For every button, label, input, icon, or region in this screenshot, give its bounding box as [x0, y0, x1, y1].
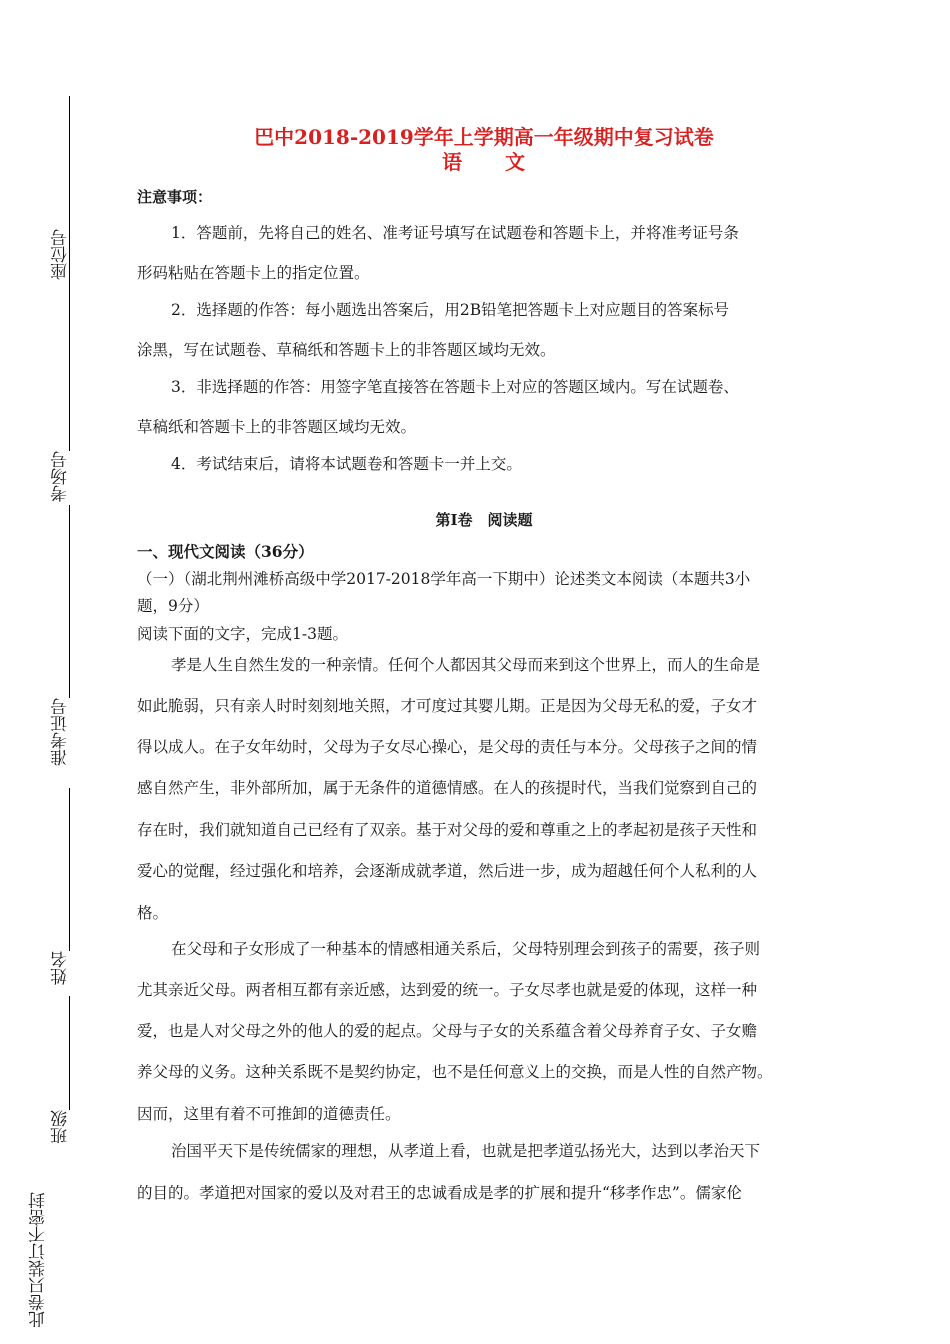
class-label: 班级 [51, 1110, 71, 1144]
passage-line: 养父母的义务。这种关系既不是契约协定，也不是任何意义上的交换，而是人性的自然产物。 [137, 1063, 773, 1081]
passage-line: 得以成人。在子女年幼时，父母为子女尽心操心，是父母的责任与本分。父母孩子之间的情 [137, 738, 758, 756]
seal-notice: 此卷只装订不密封 [29, 1192, 49, 1328]
passage-line: 存在时，我们就知道自己已经有了双亲。基于对父母的爱和尊重之上的孝起初是孩子天性和 [137, 821, 758, 839]
passage-line: 爱，也是人对父母之外的他人的爱的起点。父母与子女的关系蕴含着父母养育子女、子女赡 [137, 1022, 758, 1040]
subject-title: 语 文 [442, 150, 526, 174]
source-line: 题，9分） [137, 597, 209, 615]
seat-number-label: 座位号 [51, 229, 71, 280]
passage-line: 如此脆弱，只有亲人时时刻刻地关照，才可度过其婴儿期。正是因为父母无私的爱，子女才 [137, 697, 758, 715]
instruction: 阅读下面的文字，完成1-3题。 [137, 625, 348, 643]
passage-line: 因而，这里有着不可推卸的道德责任。 [137, 1105, 401, 1123]
notice-line: 1．答题前，先将自己的姓名、准考证号填写在试题卷和答题卡上，并将准考证号条 [171, 224, 739, 242]
margin-line [69, 996, 70, 1110]
source-line: （一）（湖北荆州滩桥高级中学2017-2018学年高一下期中）论述类文本阅读（本题共3小 [137, 570, 751, 588]
passage-line: 治国平天下是传统儒家的理想，从孝道上看，也就是把孝道弘扬光大，达到以孝治天下 [171, 1142, 761, 1160]
notice-line: 形码粘贴在答题卡上的指定位置。 [137, 264, 370, 282]
part-title: 一、现代文阅读（36分） [137, 542, 314, 561]
passage-line: 感自然产生，非外部所加，属于无条件的道德情感。在人的孩提时代，当我们觉察到自己的 [137, 779, 758, 797]
margin-line [69, 505, 70, 698]
notice-line: 草稿纸和答题卡上的非答题区域均无效。 [137, 418, 417, 436]
margin-line [69, 788, 70, 951]
notice-heading: 注意事项： [137, 188, 213, 206]
notice-line: 2．选择题的作答：每小题选出答案后，用2B铅笔把答题卡上对应题目的答案标号 [171, 301, 730, 319]
passage-line: 格。 [137, 904, 169, 922]
passage-line: 的目的。孝道把对国家的爱以及对君王的忠诚看成是孝的扩展和提升“移孝作忠”。儒家伦 [137, 1184, 742, 1202]
admission-number-label: 准考证号 [51, 698, 71, 766]
notice-line: 4．考试结束后，请将本试题卷和答题卡一并上交。 [171, 455, 522, 473]
section-title: 第Ⅰ卷 阅读题 [435, 511, 533, 529]
notice-line: 涂黑，写在试题卷、草稿纸和答题卡上的非答题区域均无效。 [137, 341, 556, 359]
exam-room-label: 考场号 [51, 451, 71, 502]
passage-line: 孝是人生自然生发的一种亲情。任何个人都因其父母而来到这个世界上，而人的生命是 [171, 656, 761, 674]
name-label: 姓名 [51, 951, 71, 985]
passage-line: 在父母和子女形成了一种基本的情感相通关系后，父母特别理会到孩子的需要，孩子则 [171, 940, 761, 958]
notice-line: 3．非选择题的作答：用签字笔直接答在答题卡上对应的答题区域内。写在试题卷、 [171, 378, 739, 396]
passage-line: 尤其亲近父母。两者相互都有亲近感，达到爱的统一。子女尽孝也就是爱的体现，这样一种 [137, 981, 758, 999]
margin-line [69, 309, 70, 451]
passage-line: 爱心的觉醒，经过强化和培养，会逐渐成就孝道，然后进一步，成为超越任何个人私利的人 [137, 862, 758, 880]
exam-title: 巴中2018-2019学年上学期高一年级期中复习试卷 [254, 125, 714, 149]
binding-margin [0, 0, 110, 1344]
